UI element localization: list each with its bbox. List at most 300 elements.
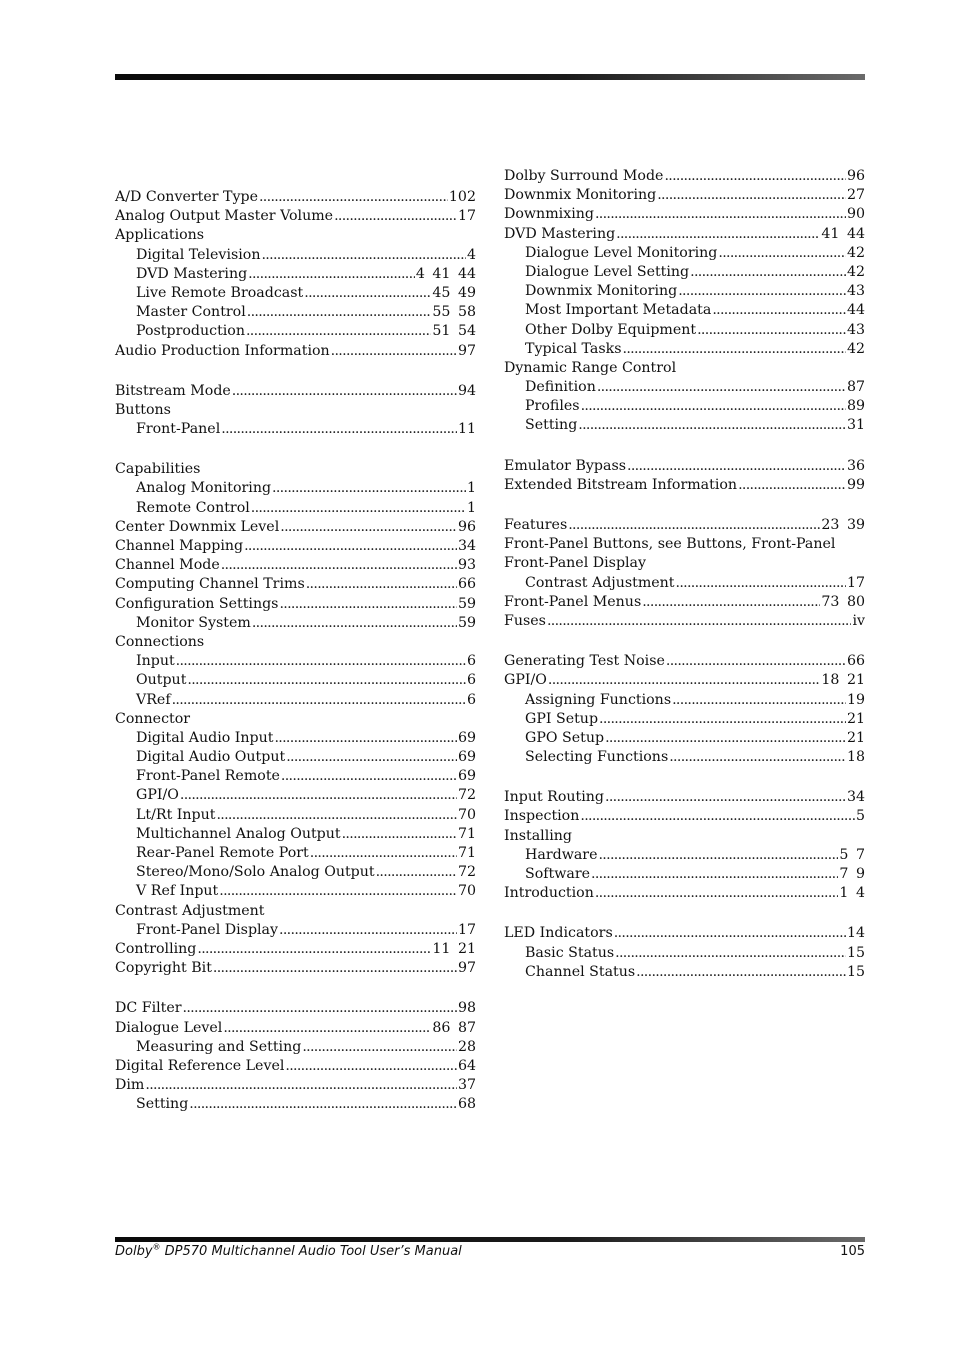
dot-leader: [213, 959, 457, 978]
index-term: Stereo/Mono/Solo Analog Output: [136, 864, 375, 881]
index-page-refs: iv: [852, 612, 865, 629]
index-page-refs: 70: [457, 883, 476, 900]
index-term: Emulator Bypass: [504, 457, 627, 474]
dot-leader: [676, 574, 846, 593]
index-term: Digital Television: [136, 246, 261, 263]
index-page-refs: 17: [457, 208, 476, 225]
index-subentry: [504, 263, 865, 282]
index-term: Buttons: [115, 401, 171, 418]
index-term: Setting: [136, 1096, 189, 1113]
page-footer: [115, 1243, 865, 1261]
index-group-spacer: [115, 439, 476, 460]
index-term: Features: [504, 517, 568, 533]
index-page-refs: 23 39: [821, 517, 865, 533]
index-page-refs: 59: [457, 614, 476, 631]
index-subentry: [115, 729, 476, 748]
index-term: Master Control: [136, 304, 246, 321]
index-subentry: [504, 416, 865, 435]
dot-leader: [331, 342, 457, 361]
index-entry: [504, 788, 865, 807]
index-subentry: [115, 614, 476, 633]
index-page-refs: 27: [846, 187, 865, 204]
index-page-refs: 19: [846, 691, 865, 708]
index-page-refs: 69: [457, 729, 476, 746]
index-page-refs: 73 80: [821, 593, 865, 610]
index-entry: [504, 924, 865, 943]
dot-leader: [251, 499, 466, 518]
dot-leader: [252, 614, 457, 633]
dot-leader: [678, 282, 846, 301]
index-subentry: [115, 265, 476, 284]
dot-leader: [187, 671, 466, 690]
dot-leader: [616, 225, 820, 244]
dot-leader: [183, 999, 457, 1018]
dot-leader: [657, 186, 846, 205]
index-group-spacer: [504, 495, 865, 516]
footer-brand: Dolby: [115, 1244, 153, 1259]
index-term: Generating Test Noise: [504, 653, 665, 670]
index-subentry: [504, 963, 865, 982]
dot-leader: [302, 1038, 457, 1057]
index-page-refs: 96: [457, 518, 476, 535]
page-number: 105: [840, 1244, 865, 1259]
index-entry: [115, 537, 476, 556]
index-term: Input: [136, 653, 175, 670]
index-page-refs: 37: [457, 1077, 476, 1094]
dot-leader: [615, 944, 846, 963]
index-page-refs: 34: [457, 538, 476, 554]
index-page-refs: 93: [457, 557, 476, 574]
dot-leader: [605, 788, 846, 807]
index-entry: [504, 186, 865, 205]
index-term: Contrast Adjustment: [525, 574, 675, 591]
dot-leader: [581, 397, 846, 416]
index-term: Software: [525, 866, 590, 882]
index-term: Inspection: [504, 808, 580, 825]
index-entry: [115, 575, 476, 594]
dot-leader: [274, 729, 456, 748]
dot-leader: [636, 963, 846, 982]
index-page-refs: 64: [457, 1057, 476, 1074]
dot-leader: [669, 748, 846, 767]
index-term: Connector: [115, 710, 191, 727]
index-term: Front-Panel: [136, 421, 221, 438]
dot-leader: [712, 301, 846, 320]
index-term: Analog Output Master Volume: [115, 208, 334, 225]
index-term: Controlling: [115, 940, 197, 957]
index-entry: [504, 359, 865, 378]
dot-leader: [306, 575, 457, 594]
index-entry: [115, 633, 476, 652]
dot-leader: [595, 884, 839, 903]
index-page-refs: 4: [466, 246, 476, 263]
index-page-refs: 21: [846, 729, 865, 746]
index-page-refs: 14: [846, 925, 865, 942]
index-entry: [504, 535, 865, 554]
index-term: Front-Panel Buttons, see Buttons, Front-Panel: [504, 536, 836, 553]
index-page-refs: 66: [457, 576, 476, 593]
index-entry: [115, 382, 476, 401]
index-page-refs: 42: [846, 340, 865, 357]
index-page-refs: 18: [846, 749, 865, 766]
index-entry: [115, 902, 476, 921]
dot-leader: [219, 882, 457, 901]
index-entry: [115, 710, 476, 729]
index-term: Introduction: [504, 885, 594, 902]
index-entry: [504, 807, 865, 826]
index-subentry: [115, 748, 476, 767]
index-entry: [115, 207, 476, 226]
dot-leader: [279, 595, 456, 614]
dot-leader: [672, 691, 846, 710]
index-subentry: [115, 303, 476, 322]
index-page-refs: 71: [457, 825, 476, 842]
index-subentry: [115, 767, 476, 786]
dot-leader: [285, 1057, 457, 1076]
index-subentry: [115, 499, 476, 518]
index-page-refs: 42: [846, 263, 865, 280]
dot-leader: [216, 806, 456, 825]
index-term: Channel Mode: [115, 557, 220, 574]
index-subentry: [115, 863, 476, 882]
index-term: Setting: [525, 417, 578, 434]
index-term: Dim: [115, 1077, 145, 1094]
index-page-refs: 102: [448, 189, 476, 205]
index-subentry: [115, 322, 476, 341]
index-term: DVD Mastering: [136, 265, 248, 282]
dot-leader: [548, 671, 820, 690]
index-column-right: [504, 167, 865, 982]
dot-leader: [304, 284, 431, 303]
index-page-refs: 1: [466, 499, 476, 516]
index-subentry: [115, 691, 476, 710]
dot-leader: [580, 807, 855, 826]
index-page-refs: 86 87: [432, 1019, 476, 1036]
index-subentry: [115, 825, 476, 844]
index-entry: [115, 188, 476, 207]
index-page-refs: 31: [846, 417, 865, 434]
index-term: Multichannel Analog Output: [136, 825, 341, 842]
index-entry: [115, 556, 476, 575]
index-entry: [504, 205, 865, 224]
index-subentry: [115, 1038, 476, 1057]
index-term: Installing: [504, 827, 573, 844]
index-term: Downmix Monitoring: [525, 283, 678, 300]
index-page-refs: 41 44: [821, 225, 865, 242]
index-page-refs: 59: [457, 595, 476, 612]
dot-leader: [247, 303, 432, 322]
index-entry: [504, 827, 865, 846]
index-entry: [115, 342, 476, 361]
index-term: Analog Monitoring: [136, 480, 272, 497]
dot-leader: [279, 921, 457, 940]
index-subentry: [504, 691, 865, 710]
index-subentry: [504, 944, 865, 963]
index-term: Computing Channel Trims: [115, 576, 305, 593]
index-subentry: [115, 246, 476, 265]
index-term: Audio Production Information: [115, 342, 330, 359]
index-entry: [115, 226, 476, 245]
index-page-refs: 43: [846, 283, 865, 300]
index-term: VRef: [136, 691, 171, 708]
index-subentry: [504, 846, 865, 865]
index-entry: [115, 595, 476, 614]
index-page-refs: 87: [846, 379, 865, 396]
dot-leader: [176, 652, 466, 671]
index-entry: [115, 1019, 476, 1038]
dot-leader: [221, 556, 457, 575]
index-term: Basic Status: [525, 944, 615, 961]
index-term: Lt/Rt Input: [136, 806, 216, 823]
index-page-refs: 72: [457, 787, 476, 804]
index-term: GPI/O: [136, 787, 179, 804]
dot-leader: [598, 846, 838, 865]
index-term: Remote Control: [136, 499, 250, 516]
index-subentry: [504, 748, 865, 767]
index-term: Configuration Settings: [115, 595, 279, 612]
index-term: Live Remote Broadcast: [136, 284, 304, 301]
index-page-refs: 1: [466, 480, 476, 497]
dot-leader: [248, 265, 415, 284]
index-page-refs: 98: [457, 1000, 476, 1017]
index-page-refs: 51 54: [432, 323, 476, 340]
index-page-refs: 43: [846, 321, 865, 338]
dot-leader: [376, 863, 457, 882]
index-term: DVD Mastering: [504, 225, 616, 242]
dot-leader: [627, 457, 846, 476]
dot-leader: [623, 340, 846, 359]
index-page-refs: 28: [457, 1038, 476, 1055]
index-subentry: [504, 710, 865, 729]
index-term: GPI/O: [504, 672, 547, 689]
index-term: GPI Setup: [525, 710, 599, 727]
index-term: Contrast Adjustment: [115, 902, 265, 919]
index-term: V Ref Input: [136, 883, 219, 900]
dot-leader: [246, 322, 431, 341]
index-page-refs: 44: [846, 302, 865, 319]
index-subentry: [115, 921, 476, 940]
dot-leader: [738, 476, 846, 495]
index-term: Channel Mapping: [115, 538, 244, 554]
footer-title: [115, 1243, 462, 1261]
index-page-refs: 11: [457, 421, 476, 438]
index-term: Dolby Surround Mode: [504, 168, 664, 184]
index-entry: [504, 554, 865, 573]
dot-leader: [286, 748, 457, 767]
index-page-refs: 97: [457, 960, 476, 977]
index-term: GPO Setup: [525, 729, 605, 746]
index-term: Other Dolby Equipment: [525, 321, 697, 338]
dot-leader: [697, 321, 846, 340]
index-page-refs: 6: [466, 653, 476, 670]
index-page-refs: 7 9: [839, 866, 865, 882]
dot-leader: [595, 205, 846, 224]
index-entry: [115, 401, 476, 420]
index-subentry: [504, 282, 865, 301]
index-entry: [115, 959, 476, 978]
dot-leader: [599, 710, 846, 729]
index-entry: [115, 518, 476, 537]
dot-leader: [221, 420, 457, 439]
index-page-refs: 99: [846, 476, 865, 493]
index-term: Copyright Bit: [115, 960, 212, 977]
header-rule: [115, 74, 865, 80]
index-page-refs: 5: [855, 808, 865, 825]
index-column-left: [115, 188, 476, 1114]
index-term: Downmix Monitoring: [504, 187, 657, 204]
index-term: Definition: [525, 379, 596, 396]
index-entry: [504, 671, 865, 690]
index-page-refs: 89: [846, 398, 865, 415]
index-page-refs: 55 58: [432, 304, 476, 321]
index-subentry: [504, 321, 865, 340]
dot-leader: [261, 246, 465, 265]
index-term: Connections: [115, 633, 205, 650]
dot-leader: [342, 825, 457, 844]
index-page-refs: 5 7: [839, 846, 865, 863]
index-term: Postproduction: [136, 323, 245, 340]
dot-leader: [172, 691, 466, 710]
index-term: Selecting Functions: [525, 749, 669, 766]
index-page-refs: 69: [457, 749, 476, 766]
index-subentry: [504, 574, 865, 593]
dot-leader: [259, 188, 448, 207]
index-entry: [115, 1076, 476, 1095]
index-subentry: [115, 671, 476, 690]
index-term: Monitor System: [136, 614, 251, 631]
index-group-spacer: [115, 361, 476, 382]
index-entry: [504, 593, 865, 612]
index-term: DC Filter: [115, 1000, 182, 1017]
dot-leader: [605, 729, 846, 748]
dot-leader: [666, 652, 846, 671]
index-page-refs: 36: [846, 457, 865, 474]
index-page-refs: 72: [457, 864, 476, 881]
index-term: Assigning Functions: [525, 691, 672, 708]
dot-leader: [664, 167, 846, 186]
index-term: Digital Reference Level: [115, 1057, 285, 1074]
index-term: Dialogue Level Monitoring: [525, 244, 718, 261]
index-term: Front-Panel Remote: [136, 768, 280, 785]
dot-leader: [232, 382, 457, 401]
index-entry: [115, 940, 476, 959]
index-term: Profiles: [525, 398, 580, 415]
index-subentry: [115, 844, 476, 863]
index-page-refs: 71: [457, 845, 476, 861]
index-page-refs: 94: [457, 382, 476, 399]
index-subentry: [504, 397, 865, 416]
index-term: Front-Panel Menus: [504, 593, 642, 610]
index-page-refs: 90: [846, 206, 865, 223]
index-page-refs: 18 21: [821, 672, 865, 689]
index-term: Hardware: [525, 846, 598, 863]
index-subentry: [504, 865, 865, 884]
index-page-refs: 15: [846, 944, 865, 961]
index-term: Front-Panel Display: [504, 555, 647, 572]
index-term: Digital Audio Input: [136, 729, 274, 746]
index-subentry: [115, 806, 476, 825]
dot-leader: [334, 207, 457, 226]
index-term: Downmixing: [504, 206, 594, 223]
footer-rule: [115, 1237, 865, 1242]
index-subentry: [115, 882, 476, 901]
index-subentry: [115, 479, 476, 498]
index-page-refs: 6: [466, 672, 476, 689]
dot-leader: [197, 940, 431, 959]
index-subentry: [115, 652, 476, 671]
index-page-refs: 11 21: [432, 940, 476, 957]
dot-leader: [614, 924, 846, 943]
dot-leader: [223, 1019, 431, 1038]
index-page-refs: 69: [457, 768, 476, 785]
index-subentry: [504, 244, 865, 263]
index-term: Output: [136, 672, 187, 689]
dot-leader: [568, 516, 820, 535]
index-subentry: [504, 301, 865, 320]
index-term: Front-Panel Display: [136, 921, 279, 938]
index-group-spacer: [504, 767, 865, 788]
index-term: LED Indicators: [504, 925, 613, 942]
index-entry: [504, 167, 865, 186]
index-page-refs: 4 41 44: [415, 265, 476, 282]
index-subentry: [504, 378, 865, 397]
dot-leader: [189, 1095, 457, 1114]
dot-leader: [578, 416, 846, 435]
index-term: Capabilities: [115, 461, 201, 478]
index-page-refs: 1 4: [839, 885, 865, 902]
dot-leader: [718, 244, 846, 263]
dot-leader: [145, 1076, 457, 1095]
index-term: Applications: [115, 227, 205, 244]
index-page-refs: 68: [457, 1096, 476, 1113]
index-term: Rear-Panel Remote Port: [136, 845, 309, 861]
dot-leader: [280, 518, 457, 537]
index-entry: [504, 884, 865, 903]
index-page-refs: 6: [466, 691, 476, 708]
index-term: Typical Tasks: [525, 340, 622, 357]
index-term: Extended Bitstream Information: [504, 476, 738, 493]
index-page-refs: 21: [846, 710, 865, 727]
index-entry: [504, 652, 865, 671]
dot-leader: [310, 844, 457, 863]
index-page-refs: 34: [846, 789, 865, 806]
index-subentry: [115, 420, 476, 439]
index-term: Dialogue Level: [115, 1019, 223, 1036]
index-page-refs: 45 49: [432, 284, 476, 301]
dot-leader: [272, 479, 466, 498]
dot-leader: [281, 767, 457, 786]
index-group-spacer: [115, 978, 476, 999]
index-term: Digital Audio Output: [136, 749, 286, 766]
index-entry: [504, 476, 865, 495]
index-page-refs: 17: [457, 921, 476, 938]
index-term: Dynamic Range Control: [504, 359, 677, 376]
index-subentry: [115, 786, 476, 805]
footer-manual-title: DP570 Multichannel Audio Tool User’s Manual: [160, 1244, 462, 1259]
trademark-symbol: ®: [152, 1242, 161, 1252]
dot-leader: [597, 378, 846, 397]
index-page-refs: 17: [846, 574, 865, 591]
index-subentry: [115, 284, 476, 303]
index-page-refs: 42: [846, 244, 865, 261]
index-term: Dialogue Level Setting: [525, 263, 690, 280]
index-entry: [504, 457, 865, 476]
dot-leader: [180, 786, 457, 805]
index-term: Measuring and Setting: [136, 1038, 302, 1055]
index-subentry: [504, 340, 865, 359]
dot-leader: [642, 593, 820, 612]
dot-leader: [547, 612, 851, 631]
